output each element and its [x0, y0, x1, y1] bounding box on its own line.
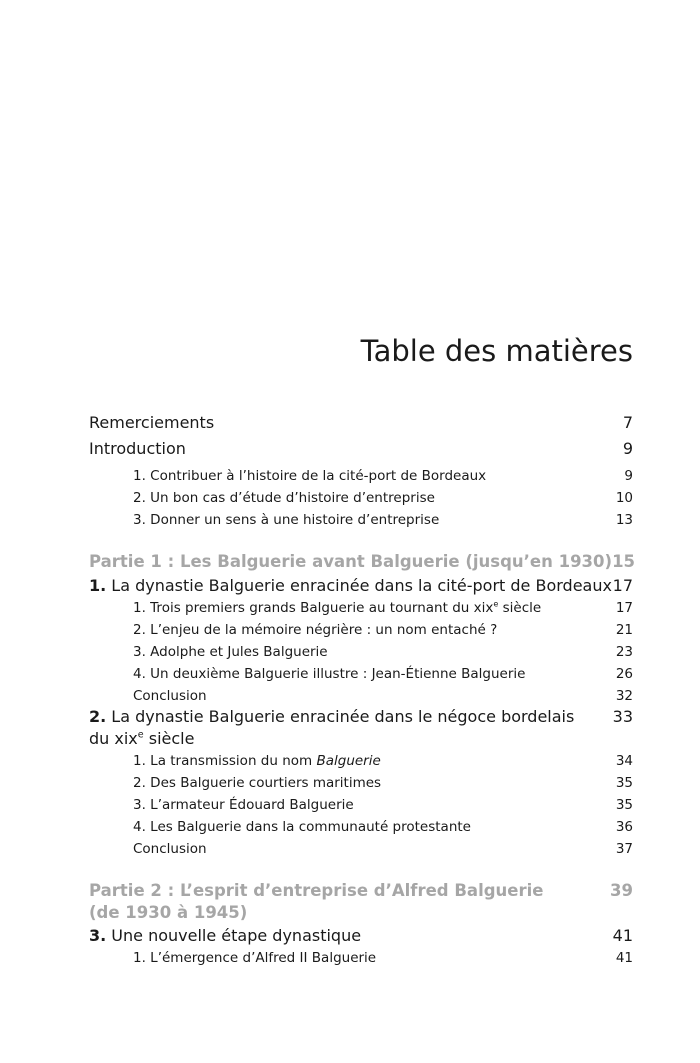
toc-entry-title: [89, 552, 612, 571]
toc-entry-title: [133, 688, 207, 704]
entry-text: 1. L’émergence d’Alfred II Balguerie: [133, 950, 377, 966]
toc-page-number: 34: [615, 753, 633, 769]
toc-entry[interactable]: [133, 644, 633, 660]
toc-page-number: 39: [610, 881, 633, 900]
entry-text: 2. Un bon cas d’étude d’histoire d’entreprise: [133, 490, 435, 506]
toc-entry[interactable]: [89, 439, 633, 458]
toc-entry[interactable]: [133, 775, 633, 791]
entry-text: Conclusion: [133, 688, 207, 704]
chapter-number: 2.: [89, 707, 107, 726]
entry-text: Conclusion: [133, 841, 207, 857]
toc-entry[interactable]: [133, 512, 633, 528]
toc-entry[interactable]: [133, 841, 633, 857]
toc-page-number: 7: [622, 413, 633, 432]
entry-text: Une nouvelle étape dynastique: [106, 926, 362, 945]
toc-page-number: 17: [615, 600, 633, 616]
toc-page-number: 36: [615, 819, 633, 835]
toc-entry-title: [133, 468, 486, 484]
entry-text: 3. L’armateur Édouard Balguerie: [133, 797, 354, 813]
toc-entry-title: [133, 490, 435, 506]
toc-entry[interactable]: [133, 753, 633, 769]
toc-page-number: 41: [615, 950, 633, 966]
toc-page-number: 23: [615, 644, 633, 660]
entry-text: (de 1930 à 1945): [89, 903, 248, 922]
entry-text: 1. Trois premiers grands Balguerie au tournant du xix: [133, 600, 494, 616]
toc-entry-title: [89, 903, 247, 922]
toc-page-number: 15: [612, 552, 636, 571]
entry-text: 4. Les Balguerie dans la communauté protestante: [133, 819, 471, 835]
toc-entry-title: [89, 439, 186, 458]
toc-entry[interactable]: [89, 881, 633, 900]
toc-entry-title: [133, 666, 525, 682]
entry-text: Partie 1 : Les Balguerie avant Balguerie (jusqu’en 1930): [89, 552, 613, 571]
toc-page-number: 21: [615, 622, 633, 638]
toc-entry[interactable]: [133, 797, 633, 813]
toc-page-number: 35: [615, 797, 633, 813]
toc-entry-title: [133, 512, 439, 528]
toc-entry-title: [133, 950, 376, 966]
toc-entry[interactable]: [133, 622, 633, 638]
toc-entry-title: [89, 926, 361, 945]
entry-text: 3. Adolphe et Jules Balguerie: [133, 644, 328, 660]
entry-text: 1. La transmission du nom: [133, 753, 317, 769]
entry-text: 4. Un deuxième Balguerie illustre : Jean-Étienne Balguerie: [133, 666, 526, 682]
toc-entry[interactable]: [89, 707, 633, 726]
toc-entry-title: [133, 819, 471, 835]
toc-entry[interactable]: [133, 819, 633, 835]
toc-entry[interactable]: [89, 413, 633, 432]
entry-text: 1. Contribuer à l’histoire de la cité-port de Bordeaux: [133, 468, 487, 484]
toc-entry-title: [89, 729, 194, 748]
toc-entry-title: [133, 600, 541, 616]
entry-text-after: siècle: [498, 600, 542, 616]
entry-text-after: siècle: [143, 729, 195, 748]
toc-entry-title: [133, 775, 381, 791]
superscript: e: [137, 729, 144, 741]
entry-text: 2. L’enjeu de la mémoire négrière : un nom entaché ?: [133, 622, 498, 638]
toc-page-number: 37: [615, 841, 633, 857]
toc-page-number: 13: [615, 512, 633, 528]
entry-text: 2. Des Balguerie courtiers maritimes: [133, 775, 382, 791]
toc-entry[interactable]: [89, 729, 633, 748]
entry-text: La dynastie Balguerie enracinée dans le négoce bordelais: [106, 707, 575, 726]
entry-text: du xix: [89, 729, 138, 748]
entry-text: 3. Donner un sens à une histoire d’entreprise: [133, 512, 440, 528]
toc-page-number: 41: [612, 926, 633, 945]
entry-text: La dynastie Balguerie enracinée dans la cité-port de Bordeaux: [106, 576, 612, 595]
page-title: Table des matières: [360, 334, 633, 368]
toc-page-number: 33: [612, 707, 633, 726]
toc-entry-title: [133, 841, 207, 857]
toc-entry-title: [133, 622, 497, 638]
chapter-number: 1.: [89, 576, 107, 595]
toc-page-number: 32: [615, 688, 633, 704]
toc-entry[interactable]: [89, 552, 636, 571]
toc-entry[interactable]: [133, 490, 633, 506]
toc-entry[interactable]: [133, 950, 633, 966]
entry-text: Introduction: [89, 439, 186, 458]
toc-entry[interactable]: [89, 576, 633, 595]
toc-page-number: 9: [622, 439, 633, 458]
toc-entry-title: [89, 881, 543, 900]
toc-page-number: 17: [612, 576, 633, 595]
toc-page-number: 35: [615, 775, 633, 791]
toc-page-number: 26: [615, 666, 633, 682]
toc-page-number: 10: [615, 490, 633, 506]
toc-entry[interactable]: [89, 903, 633, 922]
toc-entry-title: [89, 707, 574, 726]
toc-entry[interactable]: [133, 600, 633, 616]
entry-text: Remerciements: [89, 413, 215, 432]
chapter-number: 3.: [89, 926, 107, 945]
entry-text: Partie 2 : L’esprit d’entreprise d’Alfred Balguerie: [89, 881, 544, 900]
toc-entry-title: [89, 413, 214, 432]
toc-page-number: 9: [624, 468, 633, 484]
toc-entry-title: [133, 753, 381, 769]
toc-entry-title: [133, 797, 354, 813]
toc-entry[interactable]: [89, 926, 633, 945]
toc-entry[interactable]: [133, 688, 633, 704]
toc-entry[interactable]: [133, 468, 633, 484]
entry-text-italic: Balguerie: [316, 753, 381, 769]
toc-entry-title: [133, 644, 328, 660]
toc-entry[interactable]: [133, 666, 633, 682]
toc-entry-title: [89, 576, 612, 595]
superscript: e: [493, 598, 499, 609]
